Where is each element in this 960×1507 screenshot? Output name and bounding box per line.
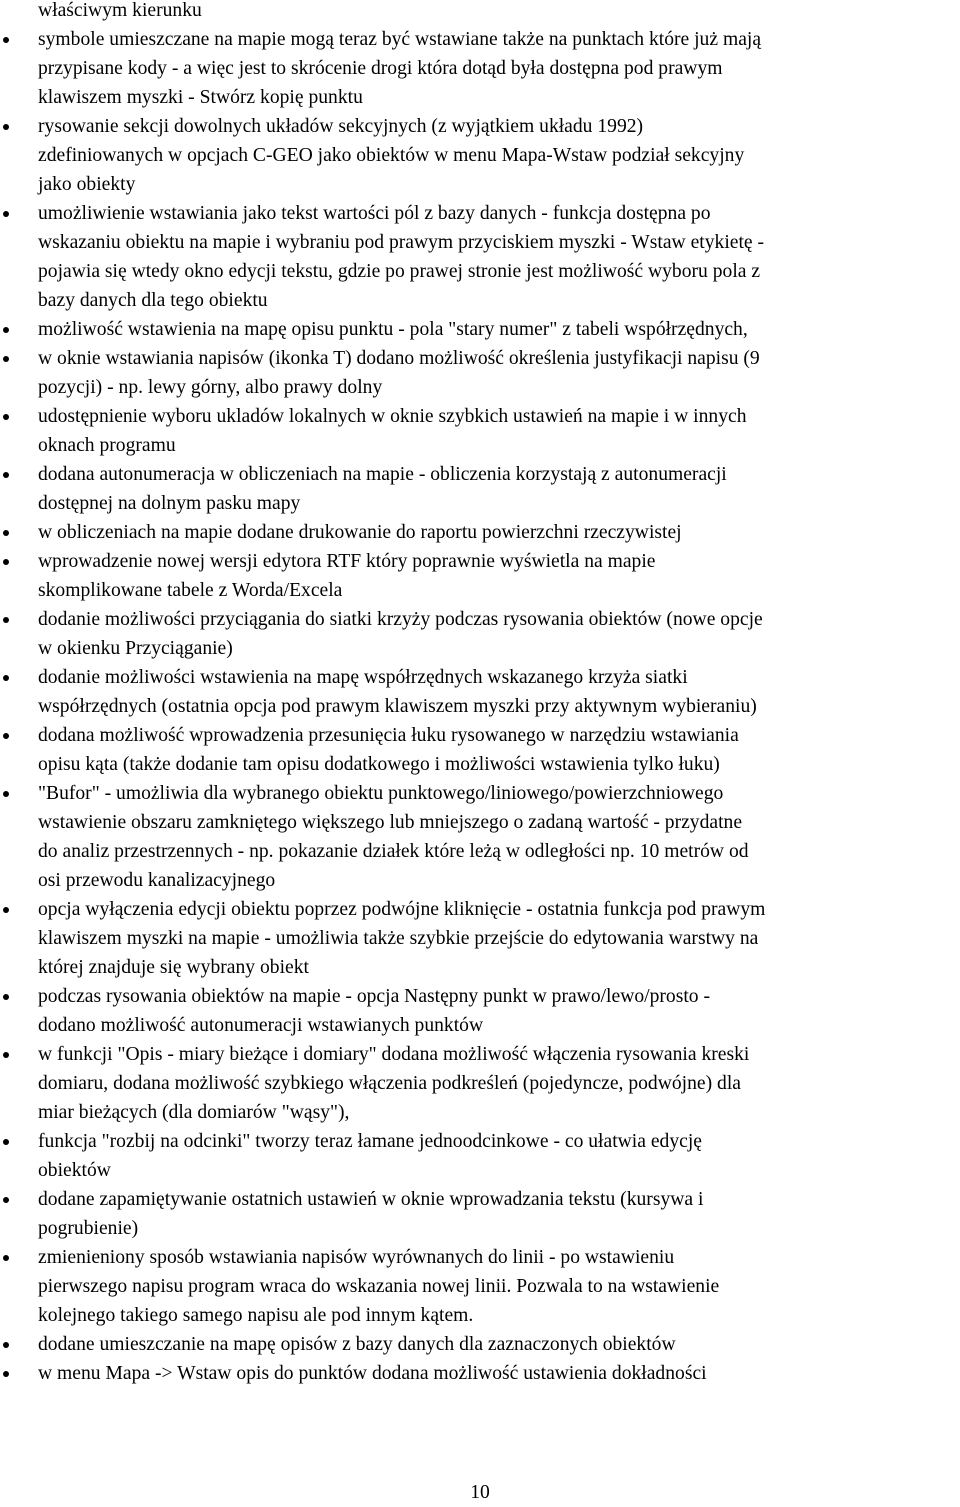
list-item-text-line: przypisane kody - a więc jest to skrócenie drogi która dotąd była dostępna pod prawym (38, 58, 723, 79)
list-item-text-line: kolejnego takiego samego napisu ale pod innym kątem. (38, 1305, 474, 1326)
list-item-text-line: bazy danych dla tego obiektu (38, 290, 268, 311)
list-item (0, 1359, 960, 1388)
list-item-text-line: pozycji) - np. lewy górny, albo prawy dolny (38, 377, 383, 398)
list-item (0, 982, 960, 1040)
list-item (0, 1330, 960, 1359)
list-item-text-line: dodanie możliwości wstawienia na mapę współrzędnych wskazanego krzyża siatki (38, 667, 688, 688)
list-item-text-line: opcja wyłączenia edycji obiektu poprzez podwójne kliknięcie - ostatnia funkcja pod prawym (38, 899, 766, 920)
list-item (0, 895, 960, 982)
list-item (0, 721, 960, 779)
list-item-text-line: w menu Mapa -> Wstaw opis do punktów dodana możliwość ustawienia dokładności (38, 1363, 707, 1384)
list-item-text-line: klawiszem myszki - Stwórz kopię punktu (38, 87, 363, 108)
list-item-text-line: w oknie wstawiania napisów (ikonka T) dodano możliwość określenia justyfikacji napisu (9 (38, 348, 760, 369)
list-item (0, 605, 960, 663)
list-item (0, 460, 960, 518)
list-item (0, 199, 960, 315)
list-item-text-line: wprowadzenie nowej wersji edytora RTF który poprawnie wyświetla na mapie (38, 551, 656, 572)
list-item-text-line: podczas rysowania obiektów na mapie - opcja Następny punkt w prawo/lewo/prosto - (38, 986, 710, 1007)
list-item-text-line: funkcja "rozbij na odcinki" tworzy teraz łamane jednoodcinkowe - co ułatwia edycję (38, 1131, 702, 1152)
list-item-text-line: pierwszego napisu program wraca do wskazania nowej linii. Pozwala to na wstawienie (38, 1276, 720, 1297)
list-item (0, 1127, 960, 1185)
list-item-text-line: dodana możliwość wprowadzenia przesunięcia łuku rysowanego w narzędziu wstawiania (38, 725, 739, 746)
list-item-text-line: symbole umieszczane na mapie mogą teraz być wstawiane także na punktach które już mają (38, 29, 762, 50)
list-item-text-line: miar bieżących (dla domiarów "wąsy"), (38, 1102, 350, 1123)
list-item-text-line: której znajduje się wybrany obiekt (38, 957, 309, 978)
list-item-text-line: "Bufor" - umożliwia dla wybranego obiektu punktowego/liniowego/powierzchniowego (38, 783, 724, 804)
list-item-text-line: wstawienie obszaru zamkniętego większego lub mniejszego o zadaną wartość - przydatne (38, 812, 743, 833)
list-item (0, 663, 960, 721)
list-item-text-line: zdefiniowanych w opcjach C-GEO jako obiektów w menu Mapa-Wstaw podział sekcyjny (38, 145, 745, 166)
continued-text-line: właściwym kierunku (38, 0, 202, 21)
list-item-text-line: oknach programu (38, 435, 176, 456)
list-item-text-line: dodanie możliwości przyciągania do siatki krzyży podczas rysowania obiektów (nowe opcje (38, 609, 763, 630)
list-item-text-line: dodana autonumeracja w obliczeniach na mapie - obliczenia korzystają z autonumeracji (38, 464, 727, 485)
list-item (0, 1185, 960, 1243)
list-item-text-line: osi przewodu kanalizacyjnego (38, 870, 276, 891)
list-item (0, 1243, 960, 1330)
list-item-text-line: wskazaniu obiektu na mapie i wybraniu pod prawym przyciskiem myszki - Wstaw etykietę - (38, 232, 765, 253)
list-item-text-line: w obliczeniach na mapie dodane drukowanie do raportu powierzchni rzeczywistej (38, 522, 682, 543)
list-item-text-line: udostępnienie wyboru ukladów lokalnych w oknie szybkich ustawień na mapie i w innych (38, 406, 747, 427)
list-item-text-line: domiaru, dodana możliwość szybkiego włączenia podkreśleń (pojedyncze, podwójne) dla (38, 1073, 741, 1094)
list-item-text-line: rysowanie sekcji dowolnych układów sekcyjnych (z wyjątkiem układu 1992) (38, 116, 644, 137)
list-item-text-line: możliwość wstawienia na mapę opisu punktu - pola "stary numer" z tabeli współrzędnych, (38, 319, 748, 340)
list-item (0, 112, 960, 199)
list-item (0, 547, 960, 605)
list-item-text-line: klawiszem myszki na mapie - umożliwia także szybkie przejście do edytowania warstwy na (38, 928, 759, 949)
list-item-text-line: skomplikowane tabele z Worda/Excela (38, 580, 343, 601)
list-item (0, 1040, 960, 1127)
list-item (0, 779, 960, 895)
list-item-text-line: dodano możliwość autonumeracji wstawianych punktów (38, 1015, 484, 1036)
list-item-text-line: w funkcji "Opis - miary bieżące i domiary" dodana możliwość włączenia rysowania kreski (38, 1044, 750, 1065)
list-item-text-line: jako obiekty (38, 174, 136, 195)
list-item-text-line: dodane umieszczanie na mapę opisów z bazy danych dla zaznaczonych obiektów (38, 1334, 676, 1355)
feature-bullet-list (0, 25, 960, 1388)
list-item-text-line: pojawia się wtedy okno edycji tekstu, gdzie po prawej stronie jest możliwość wyboru pola z (38, 261, 761, 282)
list-item-text-line: obiektów (38, 1160, 111, 1181)
list-item-text-line: dostępnej na dolnym pasku mapy (38, 493, 301, 514)
list-item-text-line: zmienieniony sposób wstawiania napisów wyrównanych do linii - po wstawieniu (38, 1247, 675, 1268)
list-item-text-line: w okienku Przyciąganie) (38, 638, 233, 659)
list-item-text-line: współrzędnych (ostatnia opcja pod prawym klawiszem myszki przy aktywnym wybieraniu) (38, 696, 757, 717)
list-item-text-line: opisu kąta (także dodanie tam opisu dodatkowego i możliwości wstawienia tylko łuku) (38, 754, 720, 775)
list-item-text-line: dodane zapamiętywanie ostatnich ustawień w oknie wprowadzania tekstu (kursywa i (38, 1189, 704, 1210)
list-item-text-line: pogrubienie) (38, 1218, 139, 1239)
page-number: 10 (470, 1482, 490, 1503)
list-item (0, 402, 960, 460)
list-item-text-line: do analiz przestrzennych - np. pokazanie działek które leżą w odległości np. 10 metrów od (38, 841, 749, 862)
list-item (0, 315, 960, 344)
list-item (0, 25, 960, 112)
list-item (0, 518, 960, 547)
list-item (0, 344, 960, 402)
list-item-text-line: umożliwienie wstawiania jako tekst wartości pól z bazy danych - funkcja dostępna po (38, 203, 711, 224)
